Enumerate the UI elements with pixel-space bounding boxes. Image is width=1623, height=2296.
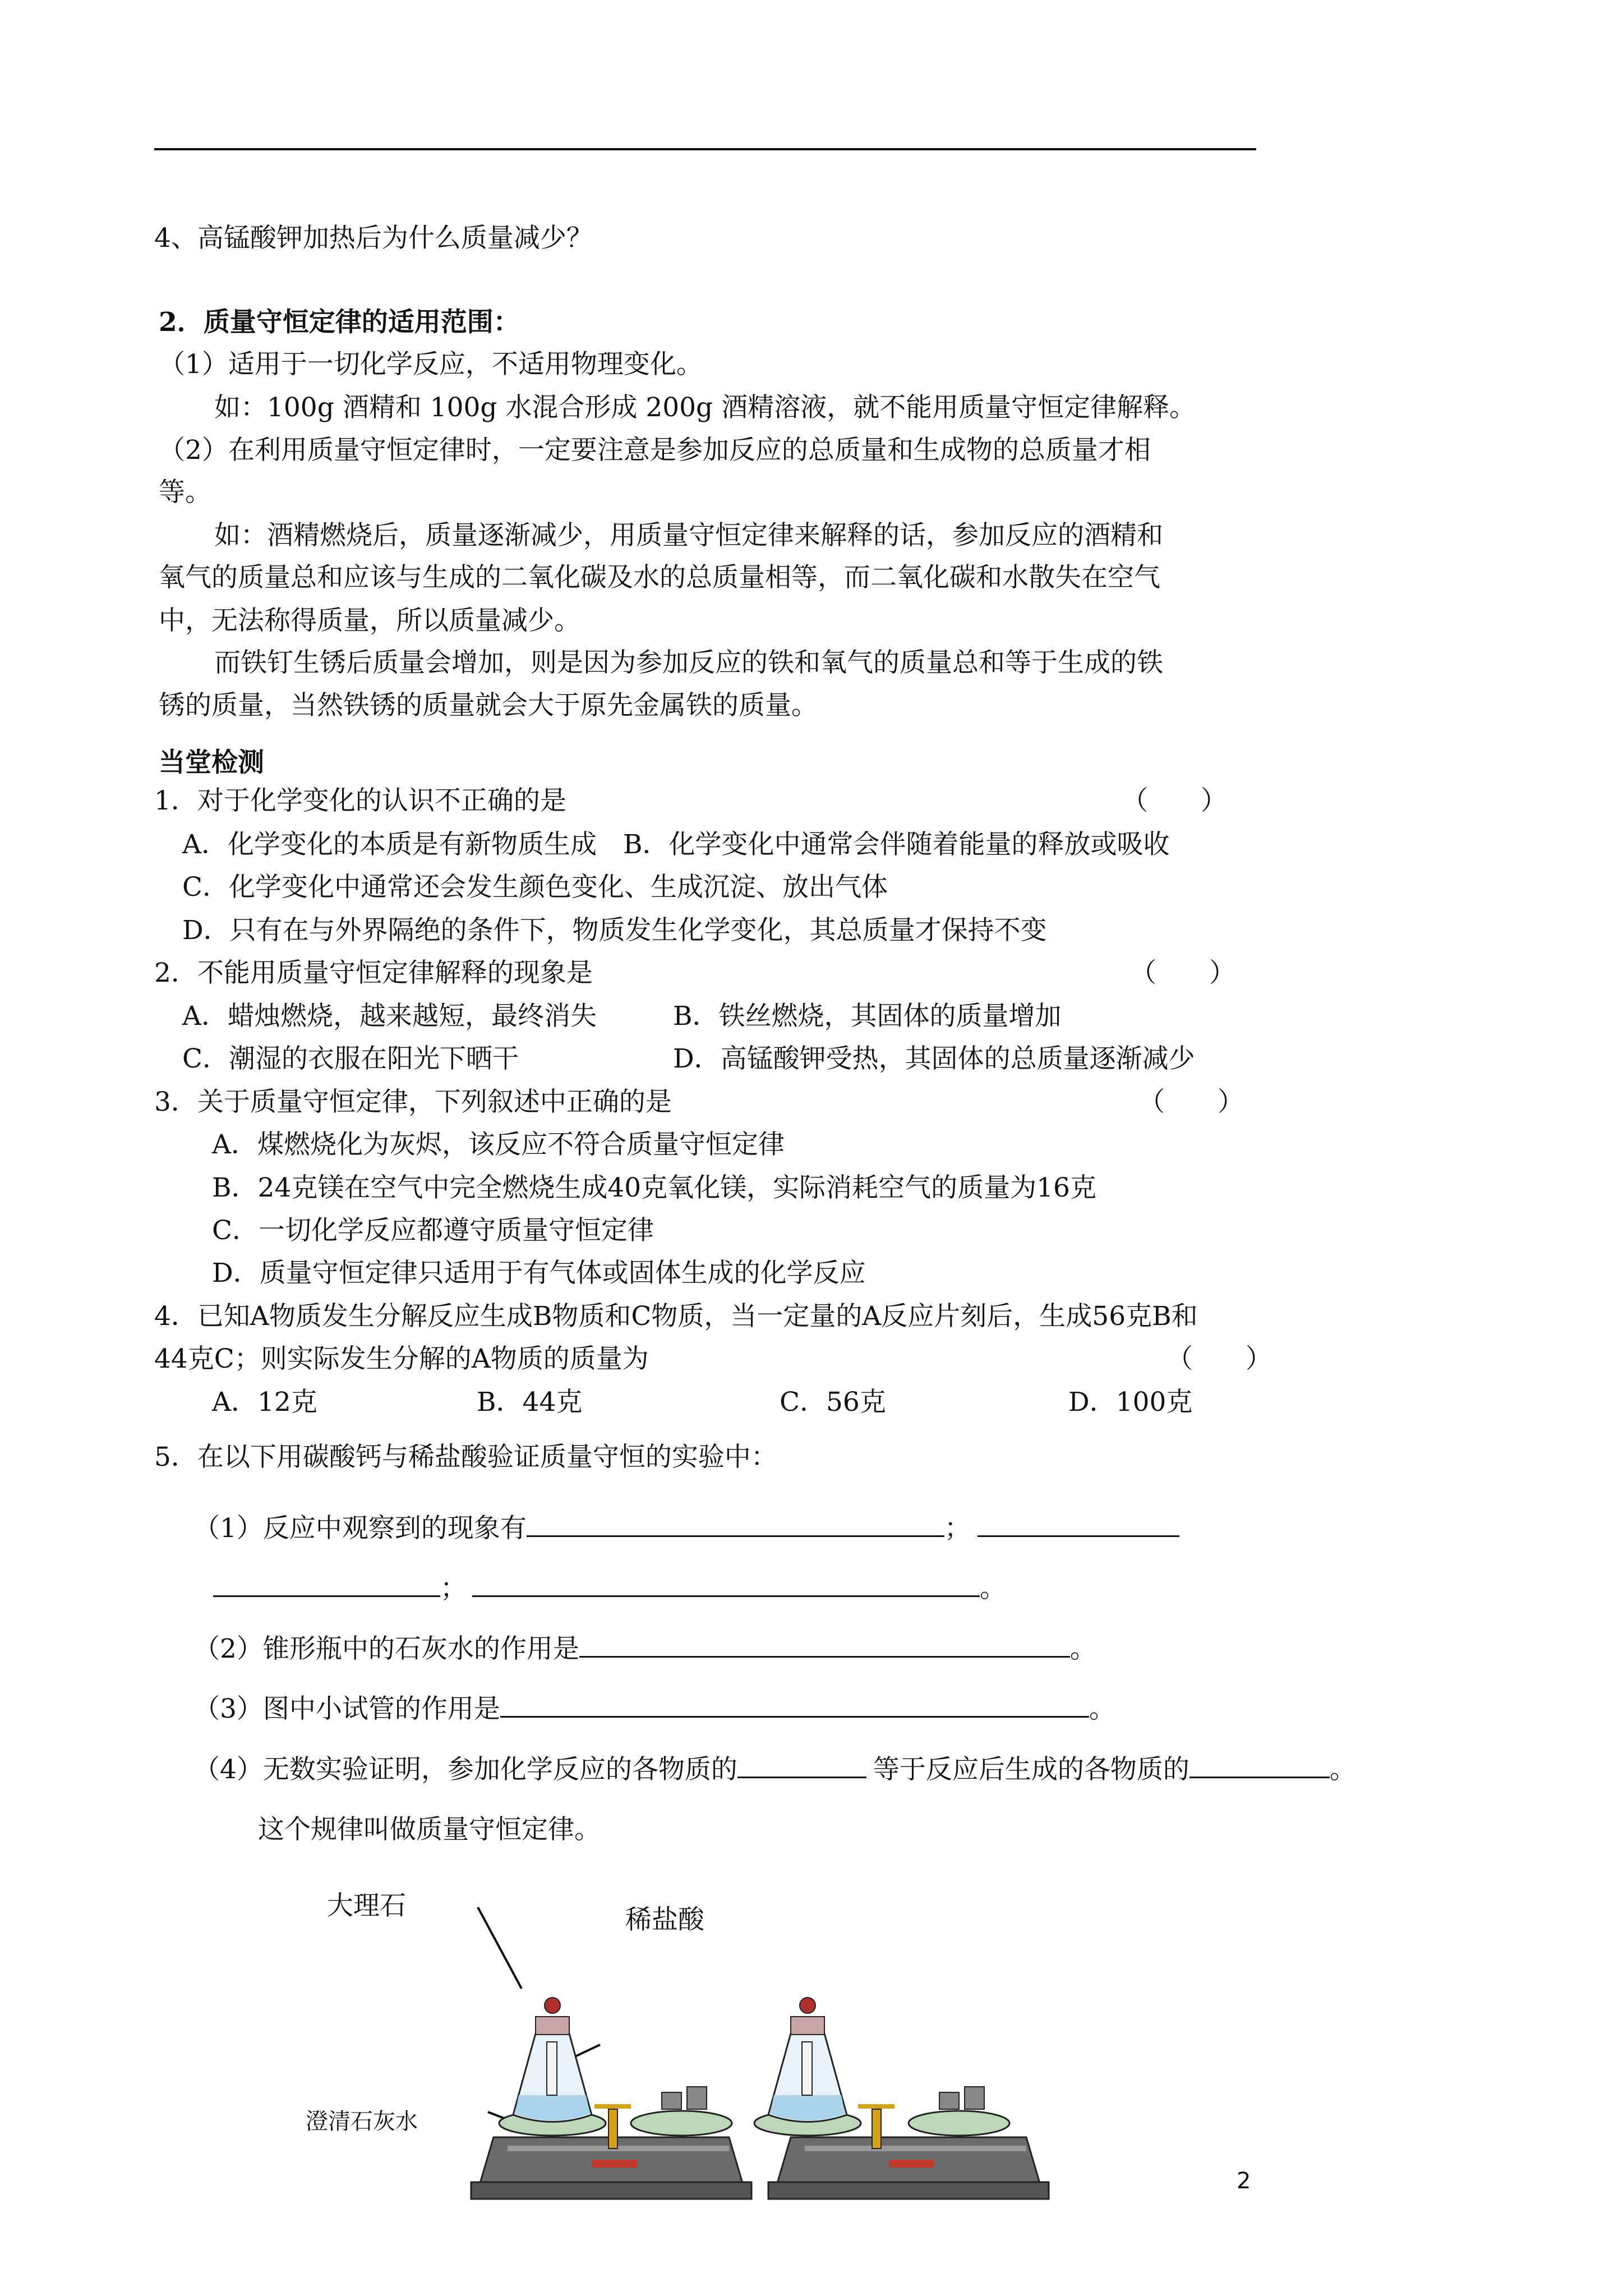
pointer-line-marble (478, 1907, 522, 1989)
q3-option-b: B．24克镁在空气中完全燃烧生成40克氧化镁，实际消耗空气的质量为16克 (212, 1172, 1096, 1203)
section2-ex2-line1: 而铁钉生锈后质量会增加，则是因为参加反应的铁和氧气的质量总和等于生成的铁 (214, 647, 1163, 678)
section2-ex2-line2: 锈的质量，当然铁锈的质量就会大于原先金属铁的质量。 (159, 690, 818, 721)
balance-right (754, 1998, 1049, 2199)
q5-sub3-end: 。 (1089, 1694, 1115, 1724)
q2-option-d: D．高锰酸钾受热，其固体的总质量逐渐减少 (673, 1043, 1195, 1074)
q5-sub2-end: 。 (1069, 1634, 1096, 1664)
q3-stem: 3．关于质量守恒定律，下列叙述中正确的是 (154, 1087, 672, 1117)
q4-stem-line1: 4．已知A物质发生分解反应生成B物质和C物质，当一定量的A反应片刻后，生成56克B和 (154, 1301, 1198, 1332)
balance-left (471, 1998, 751, 2199)
section2-ex1-line3: 中，无法称得质量，所以质量减少。 (159, 605, 580, 636)
check-title: 当堂检测 (159, 747, 264, 778)
q5-sub4-tail: 这个规律叫做质量守恒定律。 (258, 1814, 601, 1845)
q5-sub1-sep-2: ； (440, 1573, 467, 1604)
q1-answer-paren: （ ） (1122, 785, 1227, 816)
q1-options-ab: A．化学变化的本质是有新物质生成 B．化学变化中通常会伴随着能量的释放或吸收 (182, 829, 1170, 860)
label-acid: 稀盐酸 (625, 1904, 704, 1935)
q3-answer-paren: （ ） (1138, 1087, 1244, 1117)
q4-answer-paren: （ ） (1166, 1343, 1272, 1374)
q2-option-b: B．铁丝燃烧，其固体的质量增加 (673, 1001, 1062, 1032)
section2-p2-line1: （2）在利用质量守恒定律时，一定要注意是参加反应的总质量和生成物的总质量才相 (159, 435, 1151, 466)
section2-title: 2．质量守恒定律的适用范围： (159, 307, 520, 338)
q2-option-c: C．潮湿的衣服在阳光下晒干 (182, 1043, 519, 1074)
q4-option-c: C．56克 (780, 1387, 886, 1418)
section2-p1: （1）适用于一切化学反应，不适用物理变化。 (159, 349, 703, 380)
q5-sub1-sep: ； (944, 1513, 971, 1544)
section2-p2-line2: 等。 (159, 477, 211, 508)
q5-sub4-label-b: 等于反应后生成的各物质的 (873, 1754, 1189, 1785)
q2-option-a: A．蜡烛燃烧，越来越短，最终消失 (182, 1001, 597, 1032)
q3-option-a: A．煤燃烧化为灰烬，该反应不符合质量守恒定律 (212, 1129, 785, 1160)
q5-sub4-label-a: （4）无数实验证明，参加化学反应的各物质的 (193, 1754, 737, 1785)
q1-option-d: D．只有在与外界隔绝的条件下，物质发生化学变化，其总质量才保持不变 (182, 915, 1047, 946)
q5-sub1-end: 。 (980, 1573, 1006, 1604)
label-marble: 大理石 (327, 1890, 406, 1921)
section2-ex1-line2: 氧气的质量总和应该与生成的二氧化碳及水的总质量相等，而二氧化碳和水散失在空气 (159, 562, 1160, 593)
q5-sub2-label: （2）锥形瓶中的石灰水的作用是 (193, 1634, 579, 1664)
section2-ex1-line1: 如：酒精燃烧后，质量逐渐减少，用质量守恒定律来解释的话，参加反应的酒精和 (214, 520, 1163, 551)
q1-option-c: C．化学变化中通常还会发生颜色变化、生成沉淀、放出气体 (182, 872, 888, 903)
section2-p1-example: 如：100g 酒精和 100g 水混合形成 200g 酒精溶液，就不能用质量守恒定律解释。 (214, 392, 1196, 423)
q2-answer-paren: （ ） (1130, 958, 1235, 988)
q2-stem: 2．不能用质量守恒定律解释的现象是 (154, 958, 593, 988)
q3-option-d: D．质量守恒定律只适用于有气体或固体生成的化学反应 (212, 1258, 866, 1289)
q5-sub4-end: 。 (1329, 1754, 1356, 1785)
q3-option-c: C．一切化学反应都遵守质量守恒定律 (212, 1215, 654, 1246)
q4-heading: 4、高锰酸钾加热后为什么质量减少？ (154, 223, 593, 254)
label-limewater: 澄清石灰水 (306, 2109, 418, 2134)
q5-sub1-label: （1）反应中观察到的现象有 (193, 1513, 527, 1544)
q4-stem-line2: 44克C；则实际发生分解的A物质的质量为 (154, 1343, 649, 1374)
q4-option-b: B．44克 (477, 1387, 583, 1418)
q5-stem: 5．在以下用碳酸钙与稀盐酸验证质量守恒的实验中： (154, 1442, 777, 1473)
q1-stem: 1．对于化学变化的认识不正确的是 (154, 785, 566, 816)
q4-option-d: D．100克 (1068, 1387, 1193, 1418)
page-number: 2 (1237, 2168, 1251, 2194)
q4-option-a: A．12克 (212, 1387, 317, 1418)
q5-sub3-label: （3）图中小试管的作用是 (193, 1694, 500, 1724)
